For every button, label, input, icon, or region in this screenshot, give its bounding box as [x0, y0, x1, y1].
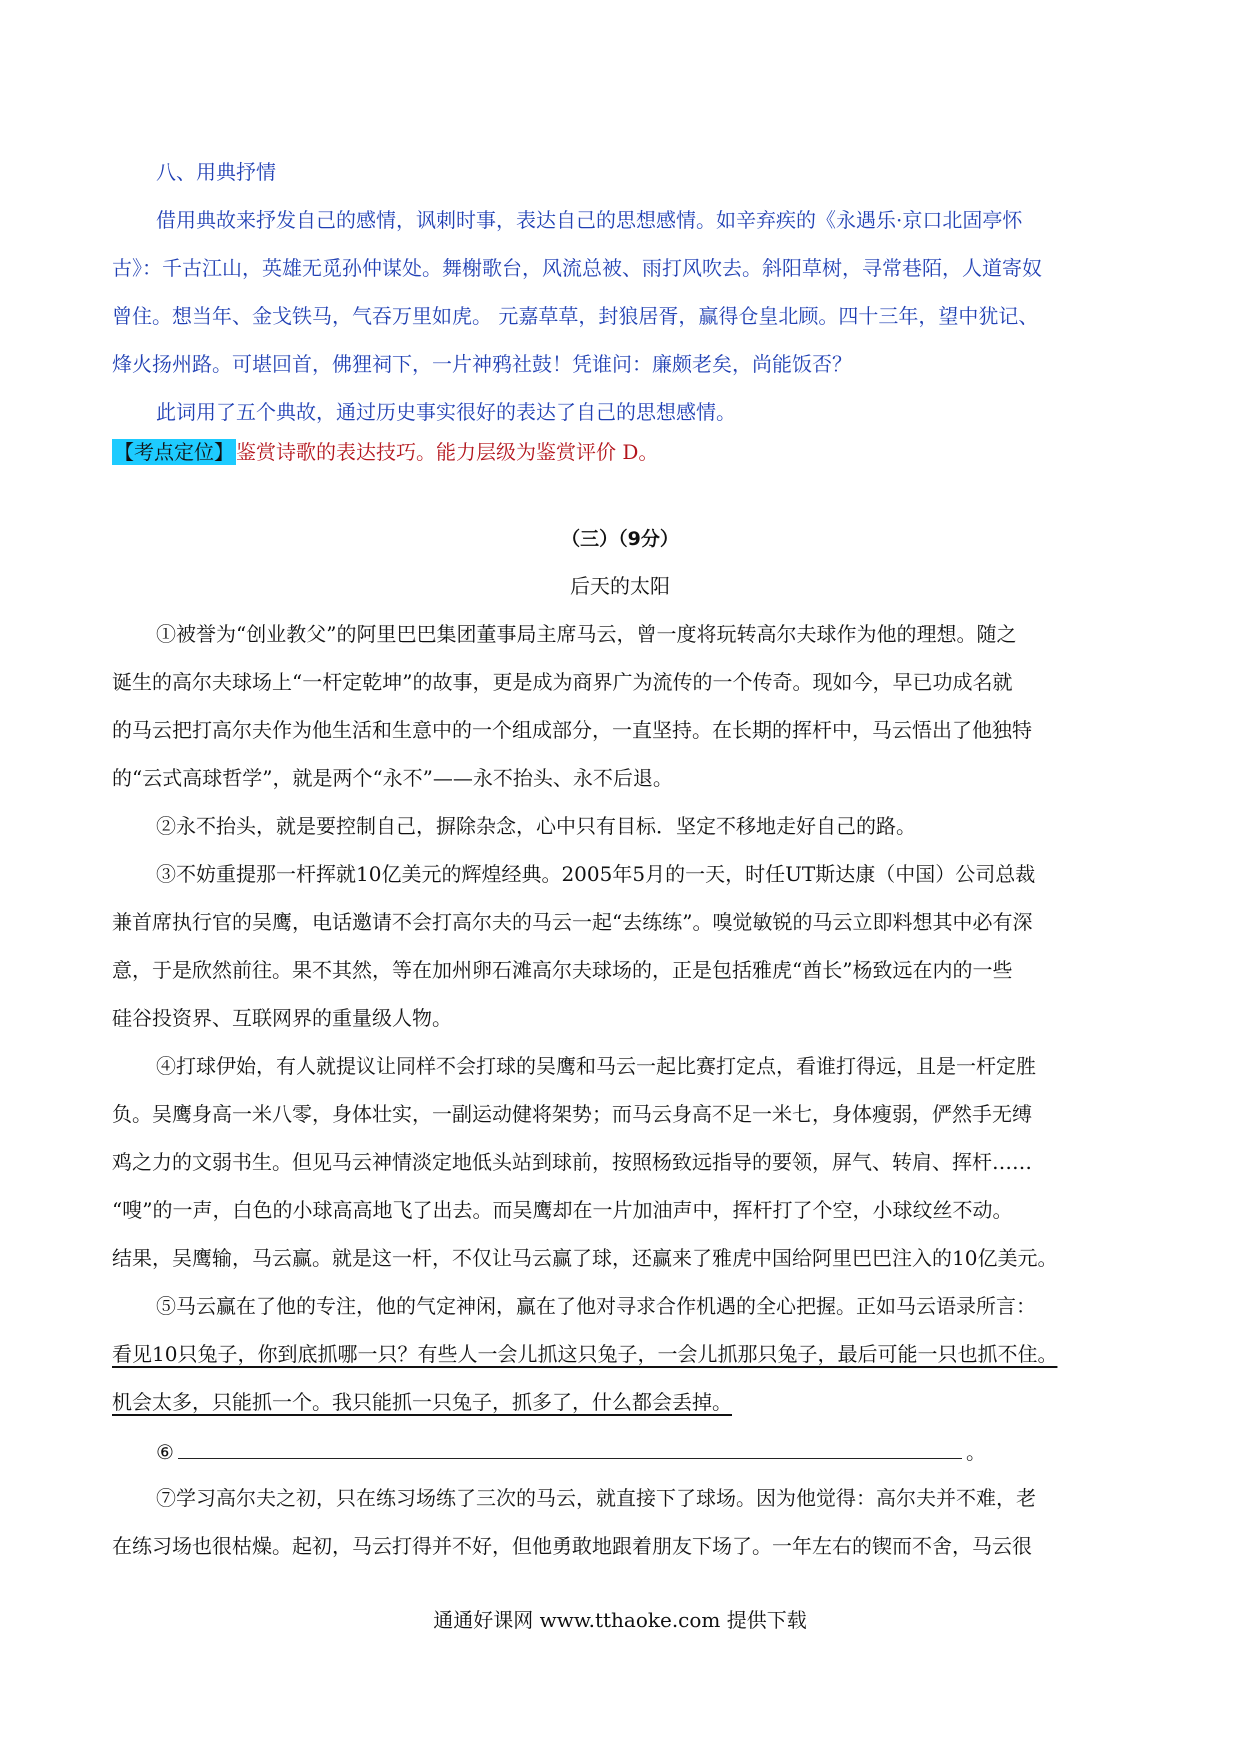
answer-blank[interactable] — [178, 1436, 962, 1459]
article-line: ②永不抬头，就是要控制自己，摒除杂念，心中只有目标．坚定不移地走好自己的路。 — [156, 814, 916, 838]
section8-line-3: 曾住。想当年、金戈铁马，气吞万里如虎。 元嘉草草，封狼居胥，赢得仓皇北顾。四十三年，望中犹记、 — [112, 304, 1039, 328]
article-line: 的“云式高球哲学”，就是两个“永不”——永不抬头、永不后退。 — [112, 766, 673, 790]
blank-end-mark: 。 — [965, 1440, 986, 1464]
article-line: 意，于是欣然前往。果不其然，等在加州卵石滩高尔夫球场的，正是包括雅虎“酋长”杨致远在内的一些 — [112, 958, 1013, 982]
underlined-quote-line: 看见10只兔子，你到底抓哪一只？有些人一会儿抓这只兔子，一会儿抓那只兔子，最后可能一只也抓不住。 — [112, 1342, 1058, 1366]
article-line: ⑦学习高尔夫之初，只在练习场练了三次的马云，就直接下了球场。因为他觉得：高尔夫并不难，老 — [156, 1486, 1036, 1510]
kaodian-text: 鉴赏诗歌的表达技巧。能力层级为鉴赏评价 D。 — [236, 440, 659, 464]
underlined-quote-line: 机会太多，只能抓一个。我只能抓一只兔子，抓多了，什么都会丢掉。 — [112, 1390, 732, 1414]
section8-line-4: 烽火扬州路。可堪回首，佛狸祠下，一片神鸦社鼓！凭谁问：廉颇老矣，尚能饭否？ — [112, 352, 852, 376]
article-line: 鸡之力的文弱书生。但见马云神情淡定地低头站到球前，按照杨致远指导的要领，屏气、转肩、挥杆…… — [112, 1150, 1032, 1174]
article-line: ④打球伊始，有人就提议让同样不会打球的吴鹰和马云一起比赛打定点，看谁打得远，且是一杆定胜 — [156, 1054, 1036, 1078]
kaodian-tag: 【考点定位】 — [114, 440, 234, 464]
blank-answer-row — [156, 1436, 1176, 1466]
article-line: 的马云把打高尔夫作为他生活和生意中的一个组成部分，一直坚持。在长期的挥杆中，马云悟出了他独特 — [112, 718, 1032, 742]
article-line: 硅谷投资界、互联网界的重量级人物。 — [112, 1006, 452, 1030]
article-line: 结果，吴鹰输，马云赢。就是这一杆，不仅让马云赢了球，还赢来了雅虎中国给阿里巴巴注入的10亿美元。 — [112, 1246, 1058, 1270]
kaodian-row — [112, 438, 1132, 466]
article-line: ⑤马云赢在了他的专注，他的气定神闲，赢在了他对寻求合作机遇的全心把握。正如马云语录所言： — [156, 1294, 1036, 1318]
article-line: ①被誉为“创业教父”的阿里巴巴集团董事局主席马云，曾一度将玩转高尔夫球作为他的理想。随之 — [156, 622, 1017, 646]
article-line: 负。吴鹰身高一米八零，身体壮实，一副运动健将架势；而马云身高不足一米七，身体瘦弱，俨然手无缚 — [112, 1102, 1032, 1126]
article-line: 在练习场也很枯燥。起初，马云打得并不好，但他勇敢地跟着朋友下场了。一年左右的锲而不舍，马云很 — [112, 1534, 1032, 1558]
article-line: “嗖”的一声，白色的小球高高地飞了出去。而吴鹰却在一片加油声中，挥杆打了个空，小球纹丝不动。 — [112, 1198, 1013, 1222]
section8-conclusion: 此词用了五个典故，通过历史事实很好的表达了自己的思想感情。 — [156, 400, 736, 424]
page-footer: 通通好课网 www.tthaoke.com 提供下载 — [433, 1608, 807, 1632]
part3-title: （三）（9分） — [561, 528, 679, 550]
section8-line-2: 古》：千古江山，英雄无觅孙仲谋处。舞榭歌台，风流总被、雨打风吹去。斜阳草树，寻常巷陌，人道寄奴 — [112, 256, 1042, 280]
article-line: 诞生的高尔夫球场上“一杆定乾坤”的故事，更是成为商界广为流传的一个传奇。现如今，早已功成名就 — [112, 670, 1013, 694]
section-heading: 八、用典抒情 — [156, 160, 276, 184]
section8-line-1: 借用典故来抒发自己的感情，讽刺时事，表达自己的思想感情。如辛弃疾的《永遇乐·京口北固亭怀 — [156, 208, 1023, 232]
article-line: ③不妨重提那一杆挥就10亿美元的辉煌经典。2005年5月的一天，时任UT斯达康（中国）公司总裁 — [156, 862, 1036, 886]
article-title: 后天的太阳 — [570, 574, 670, 598]
paragraph-number: ⑥ — [156, 1440, 174, 1464]
article-line: 兼首席执行官的吴鹰，电话邀请不会打高尔夫的马云一起“去练练”。嗅觉敏锐的马云立即料想其中必有深 — [112, 910, 1033, 934]
